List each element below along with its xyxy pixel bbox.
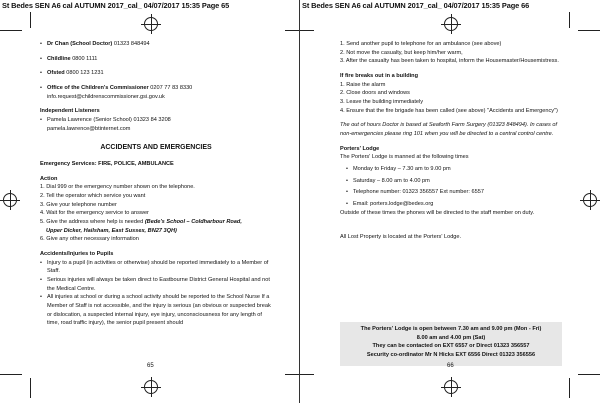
- contact-item: • Dr Chan (School Doctor) 01323 848494: [40, 40, 272, 49]
- porters-intro: The Porters' Lodge is manned at the following times: [340, 154, 469, 161]
- fire-step: 2. Close doors and windows: [340, 90, 410, 97]
- footer-line: The Porters' Lodge is open between 7.30 am and 9.00 pm (Mon - Fri): [360, 326, 542, 332]
- action-step: 1. Dial 999 or the emergency number shown on the telephone.: [40, 184, 195, 191]
- registration-mark-icon: [444, 380, 458, 394]
- outside-hours-note: Outside of these times the phones will be directed to the staff member on duty.: [340, 209, 535, 216]
- registration-mark-icon: [144, 17, 158, 31]
- crop-mark: [0, 374, 22, 375]
- print-slug-left: St Bedes SEN A6 cal AUTUMN 2017_cal_ 04/07/2017 15:35 Page 65: [2, 1, 230, 10]
- lost-property-note: All Lost Property is located at the Porters' Lodge.: [340, 234, 462, 241]
- porters-item: • Monday to Friday – 7.30 am to 9.00 pm: [346, 165, 562, 174]
- footer-line: They can be contacted on EXT 6557 or Direct 01323 356557: [372, 343, 530, 350]
- spread-divider: [299, 0, 300, 403]
- crop-mark: [285, 374, 299, 375]
- porters-item: • Telephone number: 01323 356557 Ext number: 6557: [346, 188, 562, 197]
- crop-mark: [300, 374, 314, 375]
- fire-heading: If fire breaks out in a building: [340, 72, 419, 79]
- crop-mark: [30, 12, 31, 28]
- action-step: 2. Tell the operator which service you want: [40, 193, 146, 200]
- crop-mark: [578, 30, 600, 31]
- action-step: 4. Wait for the emergency service to answer: [40, 210, 149, 217]
- crop-mark: [30, 378, 31, 398]
- contact-item: • Childline 0800 1111: [40, 55, 272, 64]
- porters-lodge-info-box: [340, 322, 562, 366]
- action-heading: Action: [40, 175, 58, 182]
- right-page: [340, 40, 562, 242]
- fire-step: 3. Leave the building immediately: [340, 98, 424, 105]
- listeners-heading: Independent Listeners: [40, 108, 100, 115]
- crop-mark: [300, 30, 314, 31]
- casualty-step: 2. Not move the casualty, but keep him/her warm,: [340, 49, 463, 56]
- fire-step: 4. Ensure that the fire brigade has been called (see above) "Accidents and Emergency"): [340, 107, 558, 114]
- injury-item: • All injuries at school or during a school activity should be reported to the School Nurse If a Member of Staff is not accessible, and the injury is serious (an obvious or suspected break or dislocation, a suspected internal injury, eye injury, unconsciousness for any length of time, road traffic injury), the senior pupil present should: [40, 293, 272, 328]
- page-number-right: 66: [447, 363, 454, 369]
- action-step: 5. Give the address where help is needed (Bede's School – Coldharbour Road, Upper Dicker, Hailsham, East Sussex, BN27 3QH): [40, 219, 242, 234]
- casualty-step: 1. Send another pupil to telephone for an ambulance (see above): [340, 41, 502, 47]
- print-slug-right: St Bedes SEN A6 cal AUTUMN 2017_cal_ 04/07/2017 15:35 Page 66: [302, 1, 530, 10]
- registration-mark-icon: [583, 193, 597, 207]
- crop-mark: [569, 378, 570, 398]
- registration-mark-icon: [3, 193, 17, 207]
- contact-item: • Office of the Children's Commissioner 0207 77 83 8330 info.request@childrenscommissioner.gsi.gov.uk: [40, 84, 272, 101]
- contact-item: • Ofsted 0800 123 1231: [40, 69, 272, 78]
- fire-step: 1. Raise the alarm: [340, 81, 386, 88]
- crop-mark: [569, 12, 570, 28]
- footer-line: 8.00 am and 4.00 pm (Sat): [416, 334, 486, 341]
- footer-line: Security co-ordinator Mr N Hicks EXT 6556 Direct 01323 356556: [366, 351, 536, 358]
- listener-item: • Pamela Lawrence (Senior School) 01323 84 3208 pamela.lawrence@btinternet.com: [40, 116, 272, 133]
- porters-item: • Saturday – 8.00 am to 4.00 pm: [346, 177, 562, 186]
- injury-item: • Injury to a pupil (in activities or otherwise) should be reported immediately to a Member of Staff.: [40, 259, 272, 276]
- registration-mark-icon: [144, 380, 158, 394]
- left-page: [40, 40, 272, 328]
- out-of-hours-note: The out of hours Doctor is based at Seaforth Farm Surgery (01323 848494). In cases of non-emergencies please ring 101 when you will be directed to a central control centre.: [340, 122, 558, 137]
- injury-item: • Serious injuries will always be taken direct to Eastbourne District General Hospital and not the Medical Centre.: [40, 276, 272, 293]
- injuries-heading: Accidents/Injuries to Pupils: [40, 251, 114, 257]
- registration-mark-icon: [444, 17, 458, 31]
- casualty-step: 3. After the casualty has been taken to hospital, inform the Housemaster/Housemistress.: [340, 58, 559, 65]
- emergency-services: Emergency Services: FIRE, POLICE, AMBULANCE: [40, 161, 174, 168]
- action-step: 6. Give any other necessary information: [40, 236, 139, 243]
- porters-heading: Porters' Lodge: [340, 145, 380, 152]
- crop-mark: [285, 30, 299, 31]
- porters-item: • Email: porters.lodge@bedes.org: [346, 200, 562, 209]
- crop-mark: [0, 30, 22, 31]
- crop-mark: [578, 374, 600, 375]
- action-step: 3. Give your telephone number: [40, 201, 117, 208]
- section-title: ACCIDENTS AND EMERGENCIES: [100, 144, 212, 152]
- page-number-left: 65: [147, 363, 154, 369]
